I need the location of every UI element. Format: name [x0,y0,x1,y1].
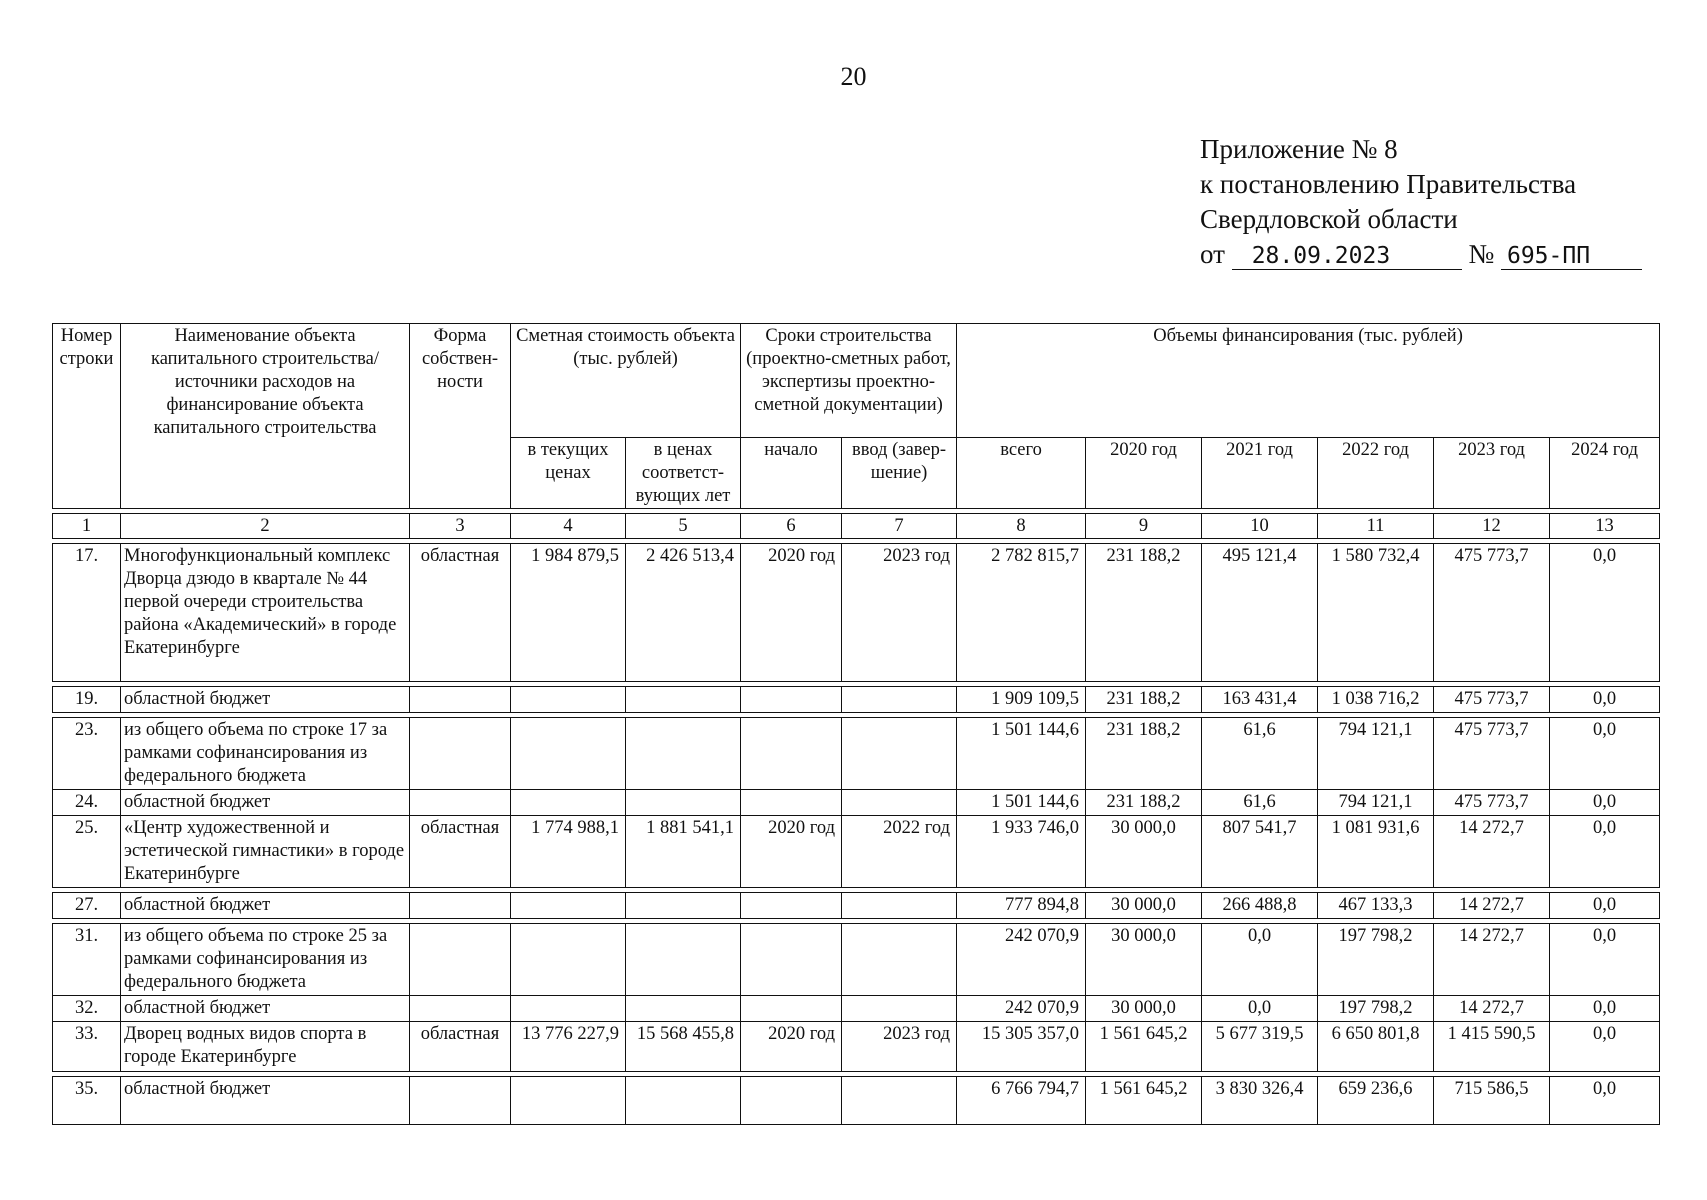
header-2020: 2020 год [1086,438,1202,509]
value-cell-6 [741,893,842,919]
column-index: 13 [1550,514,1660,539]
value-cell-9: 1 561 645,2 [1086,1022,1202,1072]
row-number-cell: 19. [53,687,121,713]
value-cell-7 [842,790,957,816]
appendix-block [1200,132,1642,272]
value-cell-10: 0,0 [1202,996,1318,1022]
value-cell-4 [511,687,626,713]
value-cell-4 [511,790,626,816]
value-cell-6: 2020 год [741,816,842,888]
value-cell-8: 1 909 109,5 [957,687,1086,713]
row-number-cell: 17. [53,544,121,682]
ownership-cell: областная [410,544,511,682]
table-row [53,1022,1660,1072]
header-start: начало [741,438,842,509]
value-cell-12: 475 773,7 [1434,544,1550,682]
value-cell-10: 61,6 [1202,718,1318,790]
object-name-cell: «Центр художественной и эстетической гимнастики» в городе Екатеринбурге [121,816,410,888]
number-prefix: № [1468,239,1495,269]
value-cell-8: 1 501 144,6 [957,718,1086,790]
value-cell-13: 0,0 [1550,544,1660,682]
value-cell-10: 5 677 319,5 [1202,1022,1318,1072]
column-index: 12 [1434,514,1550,539]
row-number-cell: 24. [53,790,121,816]
column-index: 2 [121,514,410,539]
header-row-number: Номер строки [53,324,121,509]
appendix-title: Приложение № 8 [1200,134,1398,164]
value-cell-5 [626,924,741,996]
row-number-cell: 25. [53,816,121,888]
value-cell-8: 1 501 144,6 [957,790,1086,816]
header-total: всего [957,438,1086,509]
value-cell-12: 715 586,5 [1434,1077,1550,1125]
table-row [53,816,1660,888]
value-cell-11: 1 038 716,2 [1318,687,1434,713]
value-cell-13: 0,0 [1550,924,1660,996]
value-cell-4 [511,996,626,1022]
value-cell-13: 0,0 [1550,718,1660,790]
value-cell-4: 13 776 227,9 [511,1022,626,1072]
table-row [53,687,1660,713]
value-cell-6: 2020 год [741,544,842,682]
row-number-cell: 32. [53,996,121,1022]
value-cell-11: 467 133,3 [1318,893,1434,919]
value-cell-11: 197 798,2 [1318,996,1434,1022]
header-2024: 2024 год [1550,438,1660,509]
header-estimated-cost: Сметная стоимость объекта (тыс. рублей) [511,324,741,438]
value-cell-8: 242 070,9 [957,924,1086,996]
row-number-cell: 23. [53,718,121,790]
appendix-line-2: к постановлению Правительства [1200,169,1577,199]
value-cell-4 [511,924,626,996]
value-cell-12: 14 272,7 [1434,924,1550,996]
value-cell-8: 15 305 357,0 [957,1022,1086,1072]
table-row [53,790,1660,816]
ownership-cell [410,790,511,816]
object-name-cell: областной бюджет [121,1077,410,1125]
appendix-line-3: Свердловской области [1200,204,1458,234]
ownership-cell [410,893,511,919]
value-cell-13: 0,0 [1550,1077,1660,1125]
ownership-cell: областная [410,1022,511,1072]
value-cell-7 [842,893,957,919]
value-cell-6: 2020 год [741,1022,842,1072]
object-name-cell: областной бюджет [121,790,410,816]
value-cell-11: 794 121,1 [1318,790,1434,816]
value-cell-7: 2022 год [842,816,957,888]
value-cell-5 [626,893,741,919]
value-cell-11: 1 580 732,4 [1318,544,1434,682]
header-2022: 2022 год [1318,438,1434,509]
value-cell-9: 231 188,2 [1086,718,1202,790]
value-cell-5 [626,687,741,713]
column-index: 6 [741,514,842,539]
financing-table [52,323,1660,1125]
value-cell-11: 1 081 931,6 [1318,816,1434,888]
value-cell-4 [511,718,626,790]
value-cell-8: 1 933 746,0 [957,816,1086,888]
value-cell-5 [626,718,741,790]
value-cell-12: 14 272,7 [1434,816,1550,888]
table-row [53,544,1660,682]
value-cell-13: 0,0 [1550,893,1660,919]
header-end: ввод (завер- шение) [842,438,957,509]
value-cell-10: 163 431,4 [1202,687,1318,713]
value-cell-9: 231 188,2 [1086,790,1202,816]
header-row-top [53,324,1660,438]
appendix-date-line [1200,237,1642,272]
value-cell-10: 0,0 [1202,924,1318,996]
value-cell-9: 30 000,0 [1086,996,1202,1022]
header-cost-years: в ценах соответст- вующих лет [626,438,741,509]
value-cell-13: 0,0 [1550,996,1660,1022]
table-row [53,924,1660,996]
value-cell-9: 30 000,0 [1086,893,1202,919]
table-row [53,1077,1660,1125]
value-cell-4 [511,1077,626,1125]
value-cell-7 [842,924,957,996]
row-number-cell: 27. [53,893,121,919]
column-index: 4 [511,514,626,539]
ownership-cell: областная [410,816,511,888]
value-cell-6 [741,687,842,713]
value-cell-6 [741,996,842,1022]
value-cell-5: 2 426 513,4 [626,544,741,682]
value-cell-5 [626,790,741,816]
value-cell-7 [842,687,957,713]
value-cell-10: 807 541,7 [1202,816,1318,888]
value-cell-12: 475 773,7 [1434,718,1550,790]
value-cell-8: 777 894,8 [957,893,1086,919]
value-cell-9: 30 000,0 [1086,924,1202,996]
column-index: 11 [1318,514,1434,539]
value-cell-8: 2 782 815,7 [957,544,1086,682]
table-body [53,539,1660,1125]
row-number-cell: 35. [53,1077,121,1125]
value-cell-12: 14 272,7 [1434,996,1550,1022]
header-ownership: Форма собствен- ности [410,324,511,509]
value-cell-5: 1 881 541,1 [626,816,741,888]
object-name-cell: областной бюджет [121,893,410,919]
value-cell-13: 0,0 [1550,687,1660,713]
object-name-cell: Многофункциональный комплекс Дворца дзюдо в квартале № 44 первой очереди строительства района «Академический» в городе Екатеринбурге [121,544,410,682]
column-index: 10 [1202,514,1318,539]
value-cell-5: 15 568 455,8 [626,1022,741,1072]
value-cell-10: 266 488,8 [1202,893,1318,919]
date-prefix: от [1200,239,1225,269]
page-number: 20 [840,62,867,91]
row-number-cell: 31. [53,924,121,996]
value-cell-10: 495 121,4 [1202,544,1318,682]
value-cell-8: 242 070,9 [957,996,1086,1022]
value-cell-12: 475 773,7 [1434,790,1550,816]
header-financing: Объемы финансирования (тыс. рублей) [957,324,1660,438]
value-cell-7 [842,718,957,790]
column-index: 7 [842,514,957,539]
table-row [53,996,1660,1022]
ownership-cell [410,687,511,713]
value-cell-9: 231 188,2 [1086,687,1202,713]
column-index: 1 [53,514,121,539]
object-name-cell: из общего объема по строке 25 за рамками софинансирования из федерального бюджета [121,924,410,996]
value-cell-4 [511,893,626,919]
header-2021: 2021 год [1202,438,1318,509]
object-name-cell: областной бюджет [121,687,410,713]
value-cell-7: 2023 год [842,1022,957,1072]
value-cell-12: 14 272,7 [1434,893,1550,919]
value-cell-6 [741,1077,842,1125]
value-cell-13: 0,0 [1550,1022,1660,1072]
column-index: 3 [410,514,511,539]
value-cell-11: 6 650 801,8 [1318,1022,1434,1072]
value-cell-12: 1 415 590,5 [1434,1022,1550,1072]
column-index: 5 [626,514,741,539]
resolution-number: 695-ПП [1501,243,1642,270]
value-cell-4: 1 984 879,5 [511,544,626,682]
value-cell-4: 1 774 988,1 [511,816,626,888]
value-cell-6 [741,924,842,996]
ownership-cell [410,1077,511,1125]
value-cell-6 [741,790,842,816]
object-name-cell: из общего объема по строке 17 за рамками софинансирования из федерального бюджета [121,718,410,790]
value-cell-5 [626,996,741,1022]
resolution-date: 28.09.2023 [1232,243,1462,270]
value-cell-9: 231 188,2 [1086,544,1202,682]
value-cell-11: 197 798,2 [1318,924,1434,996]
row-number-cell: 33. [53,1022,121,1072]
table-row [53,893,1660,919]
object-name-cell: областной бюджет [121,996,410,1022]
value-cell-9: 1 561 645,2 [1086,1077,1202,1125]
value-cell-10: 61,6 [1202,790,1318,816]
value-cell-10: 3 830 326,4 [1202,1077,1318,1125]
column-index: 8 [957,514,1086,539]
value-cell-11: 659 236,6 [1318,1077,1434,1125]
value-cell-13: 0,0 [1550,790,1660,816]
ownership-cell [410,996,511,1022]
object-name-cell: Дворец водных видов спорта в городе Екатеринбурге [121,1022,410,1072]
header-cost-current: в текущих ценах [511,438,626,509]
value-cell-12: 475 773,7 [1434,687,1550,713]
ownership-cell [410,718,511,790]
value-cell-9: 30 000,0 [1086,816,1202,888]
value-cell-7 [842,996,957,1022]
header-2023: 2023 год [1434,438,1550,509]
table-row [53,718,1660,790]
value-cell-11: 794 121,1 [1318,718,1434,790]
value-cell-5 [626,1077,741,1125]
header-object-name: Наименование объекта капитального строительства/ источники расходов на финансирование объекта капитального строительства [121,324,410,509]
value-cell-7: 2023 год [842,544,957,682]
value-cell-7 [842,1077,957,1125]
ownership-cell [410,924,511,996]
value-cell-8: 6 766 794,7 [957,1077,1086,1125]
value-cell-13: 0,0 [1550,816,1660,888]
header-timeline: Сроки строительства (проектно-сметных работ, экспертизы проектно-сметной документации) [741,324,957,438]
value-cell-6 [741,718,842,790]
column-index-row [53,514,1660,539]
column-index: 9 [1086,514,1202,539]
